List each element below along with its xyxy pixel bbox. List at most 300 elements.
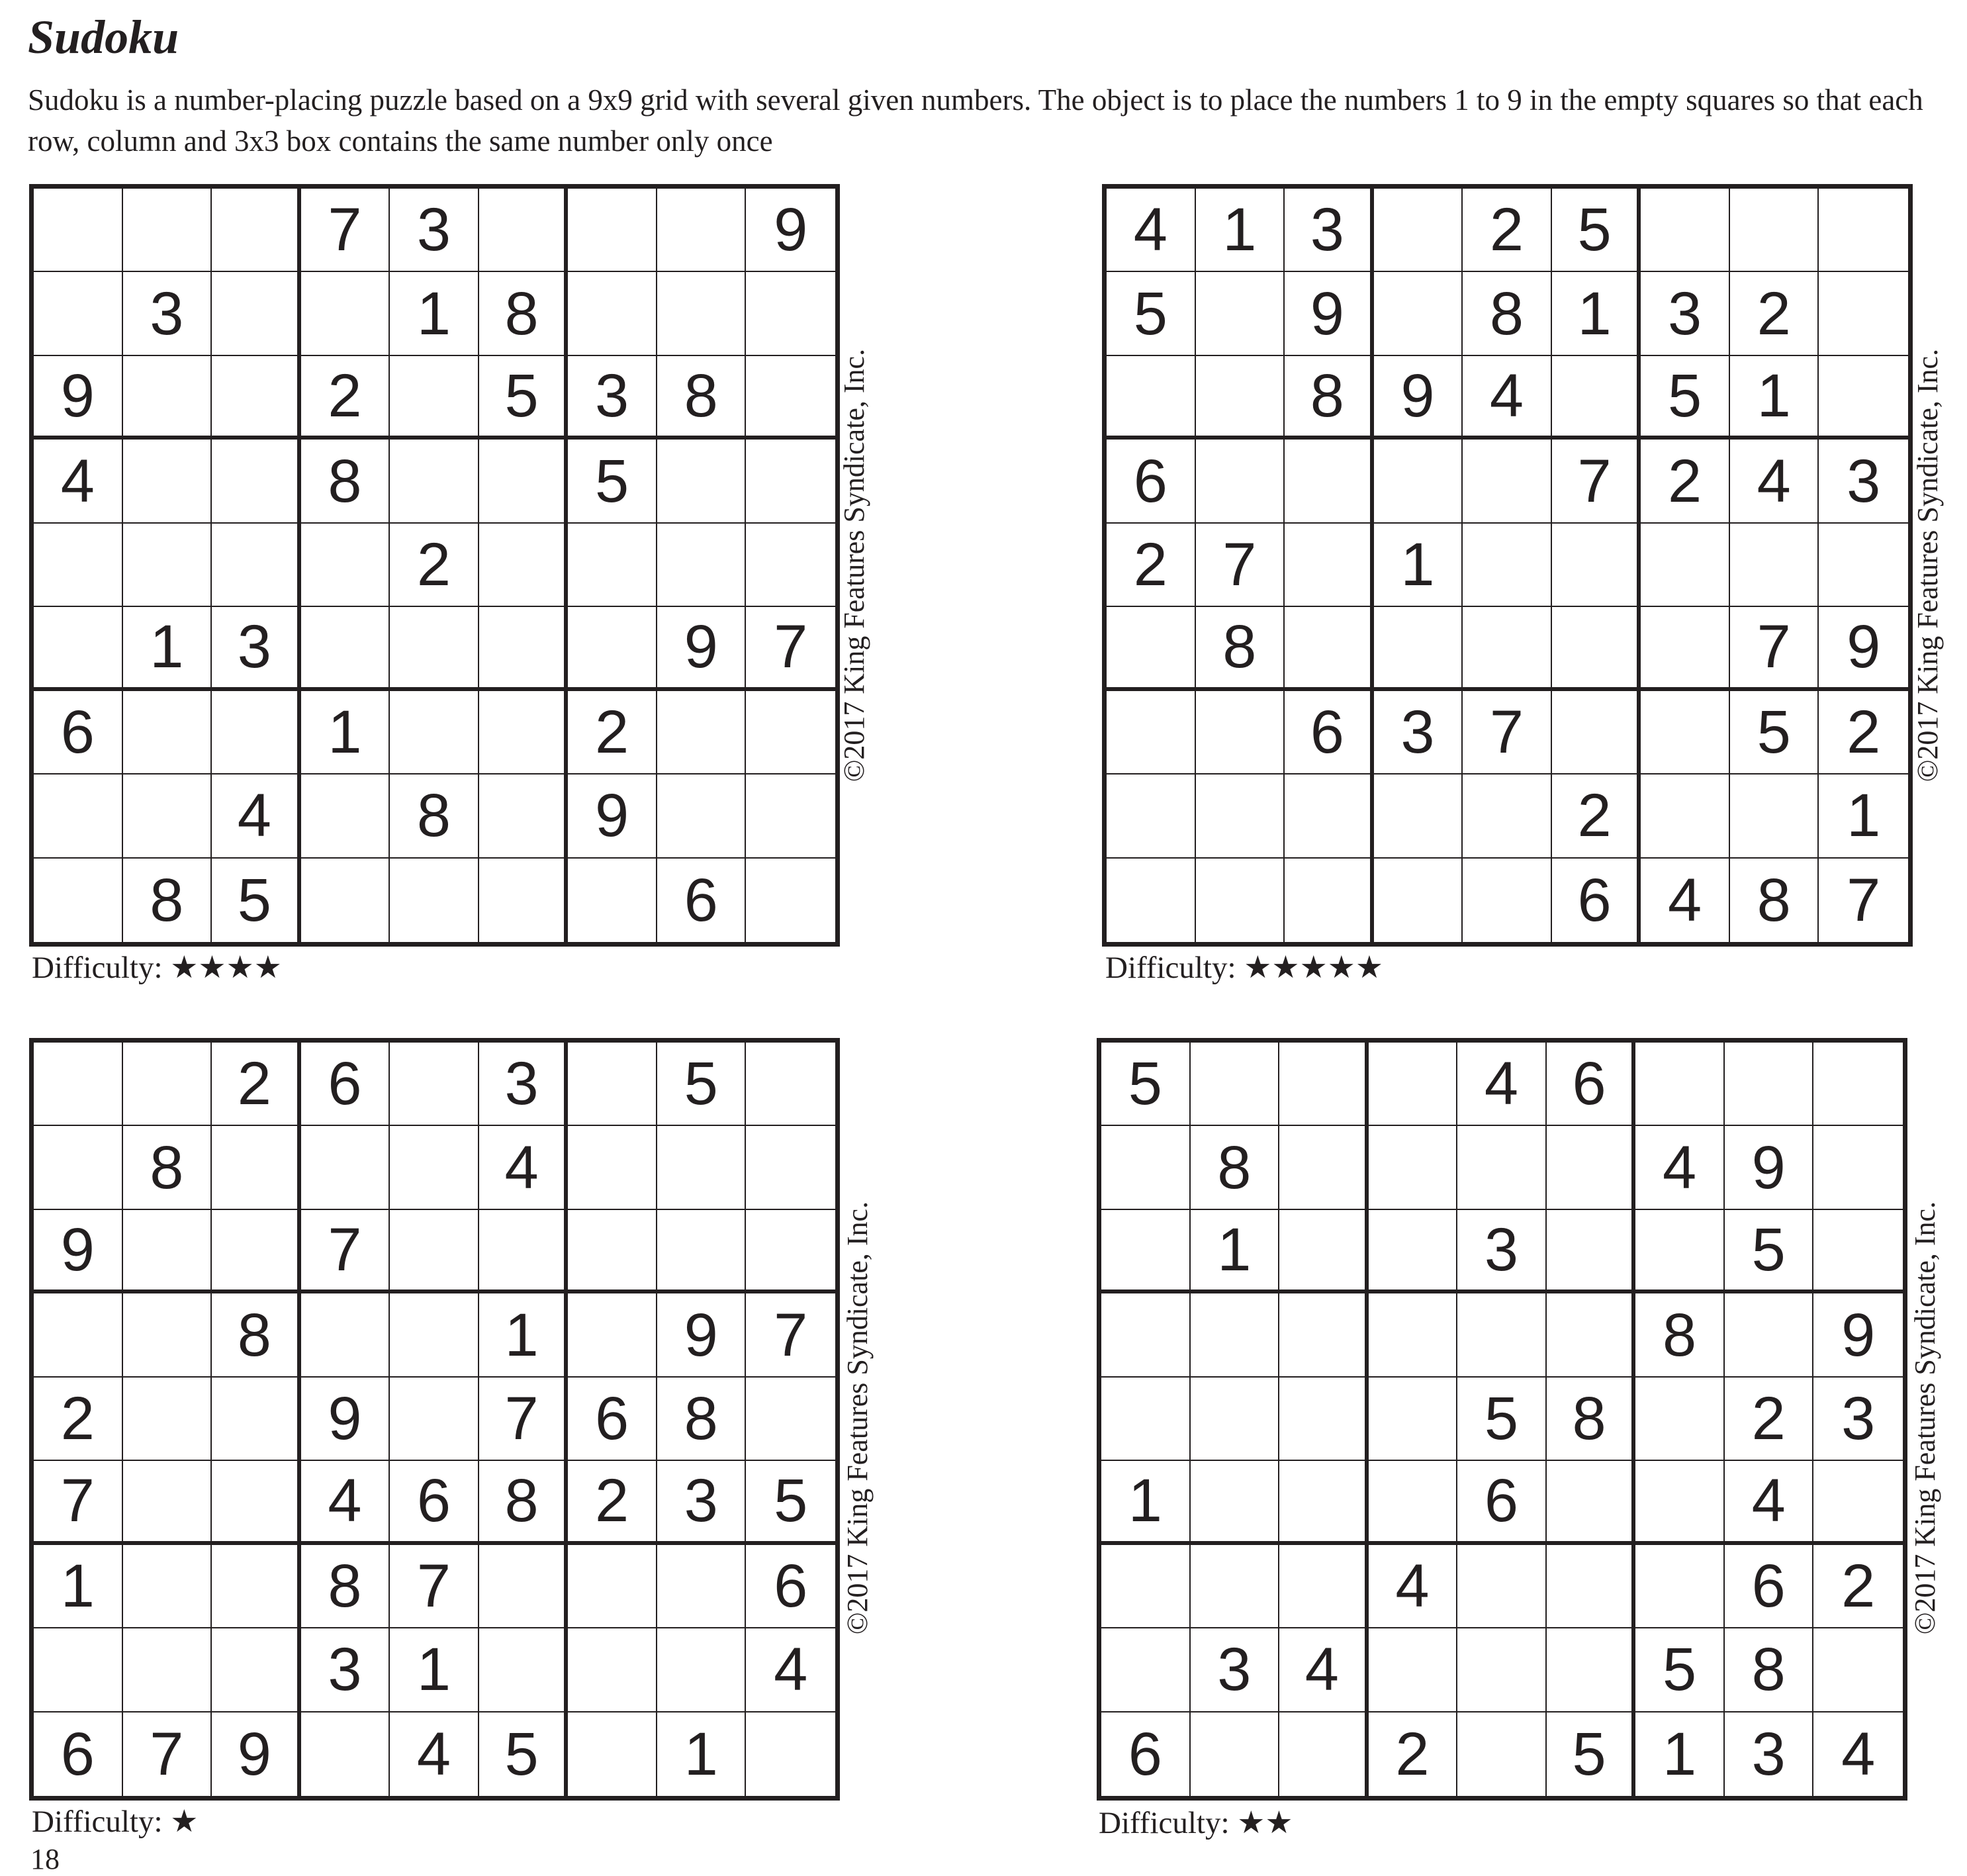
sudoku-cell[interactable]: 3 <box>568 356 657 440</box>
sudoku-cell[interactable] <box>1101 1126 1191 1209</box>
sudoku-cell[interactable]: 6 <box>657 859 747 942</box>
sudoku-cell[interactable] <box>479 859 569 942</box>
sudoku-cell[interactable]: 8 <box>1725 1628 1814 1712</box>
sudoku-cell[interactable]: 4 <box>1841 1720 1876 1788</box>
sudoku-cell[interactable] <box>746 774 835 858</box>
sudoku-cell[interactable] <box>123 691 212 774</box>
sudoku-cell[interactable] <box>657 272 747 355</box>
sudoku-cell[interactable] <box>212 1628 301 1712</box>
sudoku-cell[interactable] <box>1101 1545 1191 1628</box>
sudoku-cell[interactable] <box>1641 189 1730 272</box>
sudoku-cell[interactable] <box>1547 1126 1636 1209</box>
sudoku-cell[interactable] <box>301 272 390 355</box>
sudoku-cell[interactable] <box>1547 1293 1636 1377</box>
sudoku-cell[interactable] <box>1635 1378 1725 1461</box>
sudoku-cell[interactable] <box>390 1210 479 1293</box>
sudoku-cell[interactable]: 2 <box>568 1461 657 1544</box>
sudoku-cell[interactable] <box>390 1043 479 1126</box>
sudoku-cell[interactable] <box>1463 774 1552 858</box>
sudoku-cell[interactable] <box>657 524 747 607</box>
sudoku-cell[interactable] <box>1369 1628 1458 1712</box>
sudoku-cell[interactable] <box>1457 1712 1547 1796</box>
sudoku-cell[interactable] <box>657 1210 747 1293</box>
sudoku-cell[interactable]: 5 <box>1457 1378 1547 1461</box>
sudoku-cell[interactable]: 5 <box>1730 691 1819 774</box>
sudoku-cell[interactable]: 4 <box>1641 859 1730 942</box>
sudoku-cell[interactable] <box>1547 1545 1636 1628</box>
sudoku-cell[interactable] <box>1191 1293 1280 1377</box>
sudoku-cell[interactable] <box>212 189 301 272</box>
sudoku-cell[interactable] <box>657 1126 747 1209</box>
sudoku-cell[interactable] <box>1101 1210 1191 1293</box>
sudoku-cell[interactable]: 9 <box>746 189 835 272</box>
sudoku-cell[interactable] <box>1196 859 1285 942</box>
sudoku-cell[interactable]: 4 <box>1635 1126 1725 1209</box>
sudoku-cell[interactable]: 7 <box>746 1293 835 1377</box>
sudoku-cell[interactable] <box>746 859 835 942</box>
sudoku-cell[interactable] <box>34 272 123 355</box>
sudoku-cell[interactable] <box>1285 524 1374 607</box>
sudoku-cell[interactable] <box>1374 440 1463 523</box>
sudoku-cell[interactable] <box>568 1043 657 1126</box>
sudoku-cell[interactable] <box>746 1043 835 1126</box>
sudoku-cell[interactable] <box>746 356 835 440</box>
sudoku-cell[interactable]: 5 <box>568 440 657 523</box>
sudoku-cell[interactable]: 4 <box>1725 1461 1814 1544</box>
sudoku-cell[interactable] <box>123 1461 212 1544</box>
sudoku-cell[interactable] <box>746 1126 835 1209</box>
sudoku-cell[interactable] <box>1101 1628 1191 1712</box>
sudoku-cell[interactable] <box>1547 1461 1636 1544</box>
sudoku-cell[interactable] <box>1285 440 1374 523</box>
sudoku-cell[interactable]: 1 <box>479 1293 569 1377</box>
sudoku-cell[interactable] <box>212 440 301 523</box>
sudoku-cell[interactable] <box>1725 1043 1814 1126</box>
sudoku-cell[interactable]: 2 <box>1730 272 1819 355</box>
sudoku-cell[interactable]: 2 <box>1463 189 1552 272</box>
sudoku-cell[interactable] <box>1374 189 1463 272</box>
sudoku-cell[interactable]: 8 <box>1463 272 1552 355</box>
sudoku-cell[interactable]: 2 <box>1813 1545 1903 1628</box>
sudoku-cell[interactable]: 5 <box>1101 1043 1191 1126</box>
sudoku-cell[interactable] <box>1279 1378 1369 1461</box>
sudoku-cell[interactable]: 5 <box>479 1712 569 1796</box>
sudoku-cell[interactable]: 9 <box>1285 272 1374 355</box>
sudoku-cell[interactable]: 4 <box>390 1712 479 1796</box>
sudoku-cell[interactable]: 1 <box>34 1545 123 1628</box>
sudoku-cell[interactable]: 1 <box>1819 774 1908 858</box>
sudoku-cell[interactable] <box>568 859 657 942</box>
sudoku-cell[interactable] <box>212 1210 301 1293</box>
sudoku-cell[interactable] <box>1101 1293 1191 1377</box>
sudoku-cell[interactable] <box>1552 607 1641 690</box>
sudoku-cell[interactable] <box>1107 356 1196 440</box>
sudoku-cell[interactable]: 5 <box>1635 1628 1725 1712</box>
sudoku-cell[interactable]: 4 <box>1463 356 1552 440</box>
sudoku-cell[interactable] <box>746 691 835 774</box>
sudoku-cell[interactable] <box>1101 1378 1191 1461</box>
sudoku-cell[interactable] <box>123 1545 212 1628</box>
sudoku-cell[interactable]: 1 <box>1635 1712 1725 1796</box>
sudoku-cell[interactable] <box>1813 1461 1903 1544</box>
sudoku-cell[interactable]: 9 <box>1725 1126 1814 1209</box>
sudoku-cell[interactable]: 8 <box>301 1545 390 1628</box>
sudoku-cell[interactable]: 8 <box>1547 1378 1636 1461</box>
sudoku-cell[interactable] <box>1819 272 1908 355</box>
sudoku-cell[interactable] <box>1635 1210 1725 1293</box>
sudoku-cell[interactable]: 6 <box>568 1378 657 1461</box>
sudoku-cell[interactable] <box>1279 1043 1369 1126</box>
sudoku-cell[interactable] <box>34 1293 123 1377</box>
sudoku-cell[interactable]: 3 <box>1641 272 1730 355</box>
sudoku-cell[interactable] <box>1457 1126 1547 1209</box>
sudoku-cell[interactable] <box>479 1628 569 1712</box>
sudoku-cell[interactable]: 8 <box>301 440 390 523</box>
sudoku-cell[interactable] <box>657 1628 747 1712</box>
sudoku-cell[interactable]: 1 <box>1101 1461 1191 1544</box>
sudoku-cell[interactable]: 2 <box>1819 691 1908 774</box>
sudoku-cell[interactable]: 9 <box>657 1293 747 1377</box>
sudoku-cell[interactable]: 1 <box>390 272 479 355</box>
sudoku-cell[interactable] <box>568 524 657 607</box>
sudoku-cell[interactable] <box>746 440 835 523</box>
sudoku-cell[interactable]: 1 <box>1196 189 1285 272</box>
sudoku-cell[interactable]: 7 <box>1463 691 1552 774</box>
sudoku-cell[interactable] <box>1107 607 1196 690</box>
sudoku-cell[interactable] <box>1641 691 1730 774</box>
sudoku-cell[interactable] <box>746 272 835 355</box>
sudoku-cell[interactable]: 7 <box>1730 607 1819 690</box>
sudoku-cell[interactable]: 2 <box>1369 1712 1458 1796</box>
sudoku-cell[interactable]: 3 <box>1374 691 1463 774</box>
sudoku-cell[interactable] <box>1107 774 1196 858</box>
sudoku-cell[interactable] <box>212 1545 301 1628</box>
sudoku-cell[interactable] <box>1191 1043 1280 1126</box>
sudoku-cell[interactable] <box>390 607 479 690</box>
sudoku-cell[interactable] <box>1635 1545 1725 1628</box>
sudoku-cell[interactable] <box>1819 356 1908 440</box>
sudoku-cell[interactable] <box>123 440 212 523</box>
sudoku-cell[interactable] <box>1819 189 1908 272</box>
sudoku-cell[interactable] <box>212 272 301 355</box>
sudoku-cell[interactable]: 6 <box>1725 1545 1814 1628</box>
sudoku-cell[interactable] <box>746 1378 835 1461</box>
sudoku-cell[interactable] <box>1457 1628 1547 1712</box>
sudoku-cell[interactable] <box>1547 1210 1636 1293</box>
sudoku-cell[interactable] <box>34 524 123 607</box>
sudoku-cell[interactable]: 8 <box>1196 607 1285 690</box>
sudoku-cell[interactable] <box>1552 356 1641 440</box>
sudoku-cell[interactable] <box>301 1293 390 1377</box>
sudoku-cell[interactable] <box>123 1210 212 1293</box>
sudoku-cell[interactable] <box>568 1545 657 1628</box>
sudoku-cell[interactable]: 4 <box>1107 189 1196 272</box>
sudoku-cell[interactable] <box>568 1712 657 1796</box>
sudoku-cell[interactable] <box>301 524 390 607</box>
sudoku-cell[interactable]: 9 <box>301 1378 390 1461</box>
sudoku-cell[interactable] <box>1457 1545 1547 1628</box>
sudoku-cell[interactable]: 6 <box>1285 691 1374 774</box>
sudoku-cell[interactable]: 1 <box>301 691 390 774</box>
sudoku-cell[interactable] <box>1635 1043 1725 1126</box>
sudoku-cell[interactable]: 5 <box>657 1043 747 1126</box>
sudoku-cell[interactable]: 2 <box>390 524 479 607</box>
sudoku-cell[interactable]: 7 <box>301 1210 390 1293</box>
sudoku-cell[interactable] <box>1730 189 1819 272</box>
sudoku-cell[interactable]: 3 <box>1191 1628 1280 1712</box>
sudoku-cell[interactable] <box>657 774 747 858</box>
sudoku-cell[interactable] <box>390 1293 479 1377</box>
sudoku-cell[interactable] <box>1374 607 1463 690</box>
sudoku-cell[interactable] <box>1279 1461 1369 1544</box>
sudoku-cell[interactable]: 7 <box>479 1378 569 1461</box>
sudoku-cell[interactable] <box>1463 859 1552 942</box>
sudoku-cell[interactable]: 1 <box>1374 524 1463 607</box>
sudoku-cell[interactable] <box>1730 774 1819 858</box>
sudoku-cell[interactable]: 8 <box>1730 859 1819 942</box>
sudoku-cell[interactable] <box>34 607 123 690</box>
sudoku-cell[interactable] <box>212 524 301 607</box>
sudoku-cell[interactable]: 2 <box>212 1043 301 1126</box>
sudoku-cell[interactable] <box>479 440 569 523</box>
sudoku-cell[interactable]: 4 <box>479 1126 569 1209</box>
sudoku-cell[interactable]: 9 <box>1813 1293 1903 1377</box>
sudoku-cell[interactable] <box>1196 691 1285 774</box>
sudoku-cell[interactable]: 5 <box>479 356 569 440</box>
sudoku-cell[interactable] <box>1374 859 1463 942</box>
sudoku-cell[interactable]: 5 <box>212 859 301 942</box>
sudoku-cell[interactable] <box>479 1210 569 1293</box>
sudoku-cell[interactable] <box>390 1378 479 1461</box>
sudoku-cell[interactable]: 2 <box>1725 1378 1814 1461</box>
sudoku-cell[interactable] <box>123 1043 212 1126</box>
sudoku-cell[interactable] <box>1369 1461 1458 1544</box>
sudoku-cell[interactable] <box>1285 859 1374 942</box>
sudoku-cell[interactable]: 6 <box>1552 859 1641 942</box>
sudoku-cell[interactable]: 3 <box>301 1628 390 1712</box>
sudoku-cell[interactable]: 1 <box>123 607 212 690</box>
sudoku-cell[interactable] <box>746 1712 835 1796</box>
sudoku-cell[interactable] <box>479 774 569 858</box>
sudoku-cell[interactable] <box>479 691 569 774</box>
sudoku-cell[interactable] <box>1279 1126 1369 1209</box>
sudoku-cell[interactable] <box>1813 1628 1903 1712</box>
sudoku-cell[interactable] <box>568 1126 657 1209</box>
sudoku-cell[interactable]: 3 <box>1457 1210 1547 1293</box>
sudoku-cell[interactable] <box>1547 1628 1636 1712</box>
sudoku-cell[interactable]: 5 <box>1552 189 1641 272</box>
sudoku-cell[interactable]: 3 <box>1285 189 1374 272</box>
sudoku-cell[interactable]: 7 <box>301 189 390 272</box>
sudoku-cell[interactable]: 2 <box>1552 774 1641 858</box>
sudoku-cell[interactable] <box>1463 607 1552 690</box>
sudoku-cell[interactable]: 9 <box>212 1712 301 1796</box>
sudoku-cell[interactable] <box>1191 1712 1280 1796</box>
sudoku-cell[interactable]: 7 <box>1552 440 1641 523</box>
sudoku-cell[interactable] <box>1369 1378 1458 1461</box>
sudoku-cell[interactable] <box>1279 1293 1369 1377</box>
sudoku-cell[interactable]: 6 <box>390 1461 479 1544</box>
sudoku-cell[interactable] <box>34 859 123 942</box>
sudoku-cell[interactable]: 8 <box>657 356 747 440</box>
sudoku-cell[interactable] <box>1279 1545 1369 1628</box>
sudoku-cell[interactable]: 4 <box>1457 1043 1547 1126</box>
sudoku-cell[interactable] <box>1279 1712 1369 1796</box>
sudoku-cell[interactable] <box>479 1545 569 1628</box>
sudoku-cell[interactable]: 7 <box>34 1461 123 1544</box>
sudoku-cell[interactable] <box>1107 691 1196 774</box>
sudoku-cell[interactable] <box>1196 356 1285 440</box>
sudoku-cell[interactable]: 1 <box>1191 1210 1280 1293</box>
sudoku-cell[interactable] <box>212 1126 301 1209</box>
sudoku-cell[interactable]: 2 <box>568 691 657 774</box>
sudoku-cell[interactable] <box>123 524 212 607</box>
sudoku-cell[interactable] <box>123 774 212 858</box>
sudoku-cell[interactable] <box>1191 1545 1280 1628</box>
sudoku-cell[interactable] <box>657 691 747 774</box>
sudoku-cell[interactable]: 3 <box>657 1461 747 1544</box>
sudoku-cell[interactable]: 4 <box>301 1461 390 1544</box>
sudoku-cell[interactable] <box>1635 1461 1725 1544</box>
sudoku-cell[interactable] <box>1813 1126 1903 1209</box>
sudoku-cell[interactable] <box>479 189 569 272</box>
sudoku-cell[interactable] <box>1191 1461 1280 1544</box>
sudoku-cell[interactable]: 6 <box>34 691 123 774</box>
sudoku-cell[interactable]: 8 <box>1191 1126 1280 1209</box>
sudoku-cell[interactable]: 9 <box>657 607 747 690</box>
sudoku-cell[interactable] <box>34 189 123 272</box>
sudoku-cell[interactable] <box>123 1378 212 1461</box>
sudoku-cell[interactable] <box>390 691 479 774</box>
sudoku-cell[interactable] <box>1285 774 1374 858</box>
sudoku-cell[interactable]: 6 <box>34 1712 123 1796</box>
sudoku-cell[interactable]: 9 <box>568 774 657 858</box>
sudoku-cell[interactable] <box>1369 1043 1458 1126</box>
sudoku-cell[interactable] <box>1196 272 1285 355</box>
sudoku-cell[interactable] <box>1279 1210 1369 1293</box>
sudoku-cell[interactable]: 7 <box>1196 524 1285 607</box>
sudoku-cell[interactable]: 3 <box>1725 1712 1814 1796</box>
sudoku-cell[interactable]: 4 <box>212 774 301 858</box>
sudoku-cell[interactable] <box>1819 524 1908 607</box>
sudoku-cell[interactable]: 8 <box>657 1378 747 1461</box>
sudoku-cell[interactable] <box>1813 1043 1903 1126</box>
sudoku-cell[interactable] <box>34 1628 123 1712</box>
sudoku-cell[interactable] <box>568 1628 657 1712</box>
sudoku-cell[interactable] <box>1196 774 1285 858</box>
sudoku-cell[interactable]: 3 <box>1813 1378 1903 1461</box>
sudoku-cell[interactable]: 3 <box>123 272 212 355</box>
sudoku-cell[interactable] <box>1369 1126 1458 1209</box>
sudoku-cell[interactable]: 9 <box>1819 607 1908 690</box>
sudoku-cell[interactable] <box>1374 272 1463 355</box>
sudoku-cell[interactable] <box>34 774 123 858</box>
sudoku-cell[interactable] <box>568 1210 657 1293</box>
sudoku-cell[interactable] <box>1730 524 1819 607</box>
sudoku-cell[interactable] <box>657 189 747 272</box>
sudoku-cell[interactable]: 5 <box>1547 1712 1636 1796</box>
sudoku-cell[interactable] <box>1641 524 1730 607</box>
sudoku-cell[interactable]: 4 <box>1279 1628 1369 1712</box>
sudoku-cell[interactable] <box>301 859 390 942</box>
sudoku-cell[interactable] <box>568 189 657 272</box>
sudoku-cell[interactable]: 3 <box>212 607 301 690</box>
sudoku-cell[interactable]: 8 <box>212 1293 301 1377</box>
sudoku-cell[interactable] <box>568 272 657 355</box>
sudoku-cell[interactable]: 7 <box>123 1712 212 1796</box>
sudoku-cell[interactable]: 1 <box>1730 356 1819 440</box>
sudoku-cell[interactable]: 4 <box>746 1628 835 1712</box>
sudoku-cell[interactable] <box>479 524 569 607</box>
sudoku-cell[interactable] <box>212 356 301 440</box>
sudoku-cell[interactable] <box>212 1378 301 1461</box>
sudoku-cell[interactable]: 3 <box>390 189 479 272</box>
sudoku-cell[interactable]: 5 <box>1641 356 1730 440</box>
sudoku-cell[interactable] <box>1374 774 1463 858</box>
sudoku-cell[interactable]: 2 <box>1107 524 1196 607</box>
sudoku-cell[interactable] <box>1196 440 1285 523</box>
sudoku-cell[interactable] <box>1463 524 1552 607</box>
sudoku-cell[interactable] <box>1191 1378 1280 1461</box>
sudoku-cell[interactable]: 6 <box>1107 440 1196 523</box>
sudoku-cell[interactable] <box>390 440 479 523</box>
sudoku-cell[interactable] <box>301 1712 390 1796</box>
sudoku-cell[interactable] <box>1725 1293 1814 1377</box>
sudoku-cell[interactable] <box>1641 774 1730 858</box>
sudoku-cell[interactable] <box>657 1545 747 1628</box>
sudoku-cell[interactable]: 7 <box>746 607 835 690</box>
sudoku-cell[interactable] <box>301 607 390 690</box>
sudoku-cell[interactable] <box>1107 859 1196 942</box>
sudoku-cell[interactable]: 1 <box>657 1712 747 1796</box>
sudoku-cell[interactable] <box>1285 607 1374 690</box>
sudoku-cell[interactable] <box>123 1293 212 1377</box>
sudoku-cell[interactable] <box>746 1210 835 1293</box>
sudoku-cell[interactable]: 6 <box>301 1043 390 1126</box>
sudoku-cell[interactable] <box>34 1126 123 1209</box>
sudoku-cell[interactable] <box>390 1126 479 1209</box>
sudoku-cell[interactable]: 2 <box>301 356 390 440</box>
sudoku-cell[interactable]: 8 <box>1285 356 1374 440</box>
sudoku-cell[interactable]: 9 <box>1374 356 1463 440</box>
sudoku-cell[interactable] <box>301 1126 390 1209</box>
sudoku-cell[interactable] <box>34 1043 123 1126</box>
sudoku-cell[interactable]: 7 <box>390 1545 479 1628</box>
sudoku-cell[interactable] <box>123 1628 212 1712</box>
sudoku-cell[interactable] <box>1552 691 1641 774</box>
sudoku-cell[interactable]: 5 <box>1725 1210 1814 1293</box>
sudoku-cell[interactable]: 6 <box>1101 1712 1191 1796</box>
sudoku-cell[interactable]: 8 <box>123 1126 212 1209</box>
sudoku-cell[interactable] <box>212 1461 301 1544</box>
sudoku-cell[interactable] <box>390 859 479 942</box>
sudoku-cell[interactable]: 8 <box>123 859 212 942</box>
sudoku-cell[interactable] <box>1369 1293 1458 1377</box>
sudoku-cell[interactable]: 1 <box>390 1628 479 1712</box>
sudoku-cell[interactable] <box>1552 524 1641 607</box>
sudoku-cell[interactable] <box>1641 607 1730 690</box>
sudoku-cell[interactable] <box>568 607 657 690</box>
sudoku-cell[interactable]: 3 <box>479 1043 569 1126</box>
sudoku-cell[interactable] <box>1463 440 1552 523</box>
sudoku-cell[interactable]: 4 <box>1730 440 1819 523</box>
sudoku-cell[interactable]: 8 <box>1635 1293 1725 1377</box>
sudoku-cell[interactable] <box>1813 1210 1903 1293</box>
sudoku-cell[interactable]: 5 <box>1107 272 1196 355</box>
sudoku-cell[interactable]: 7 <box>1847 866 1881 934</box>
sudoku-cell[interactable]: 9 <box>34 356 123 440</box>
sudoku-cell[interactable]: 6 <box>1457 1461 1547 1544</box>
